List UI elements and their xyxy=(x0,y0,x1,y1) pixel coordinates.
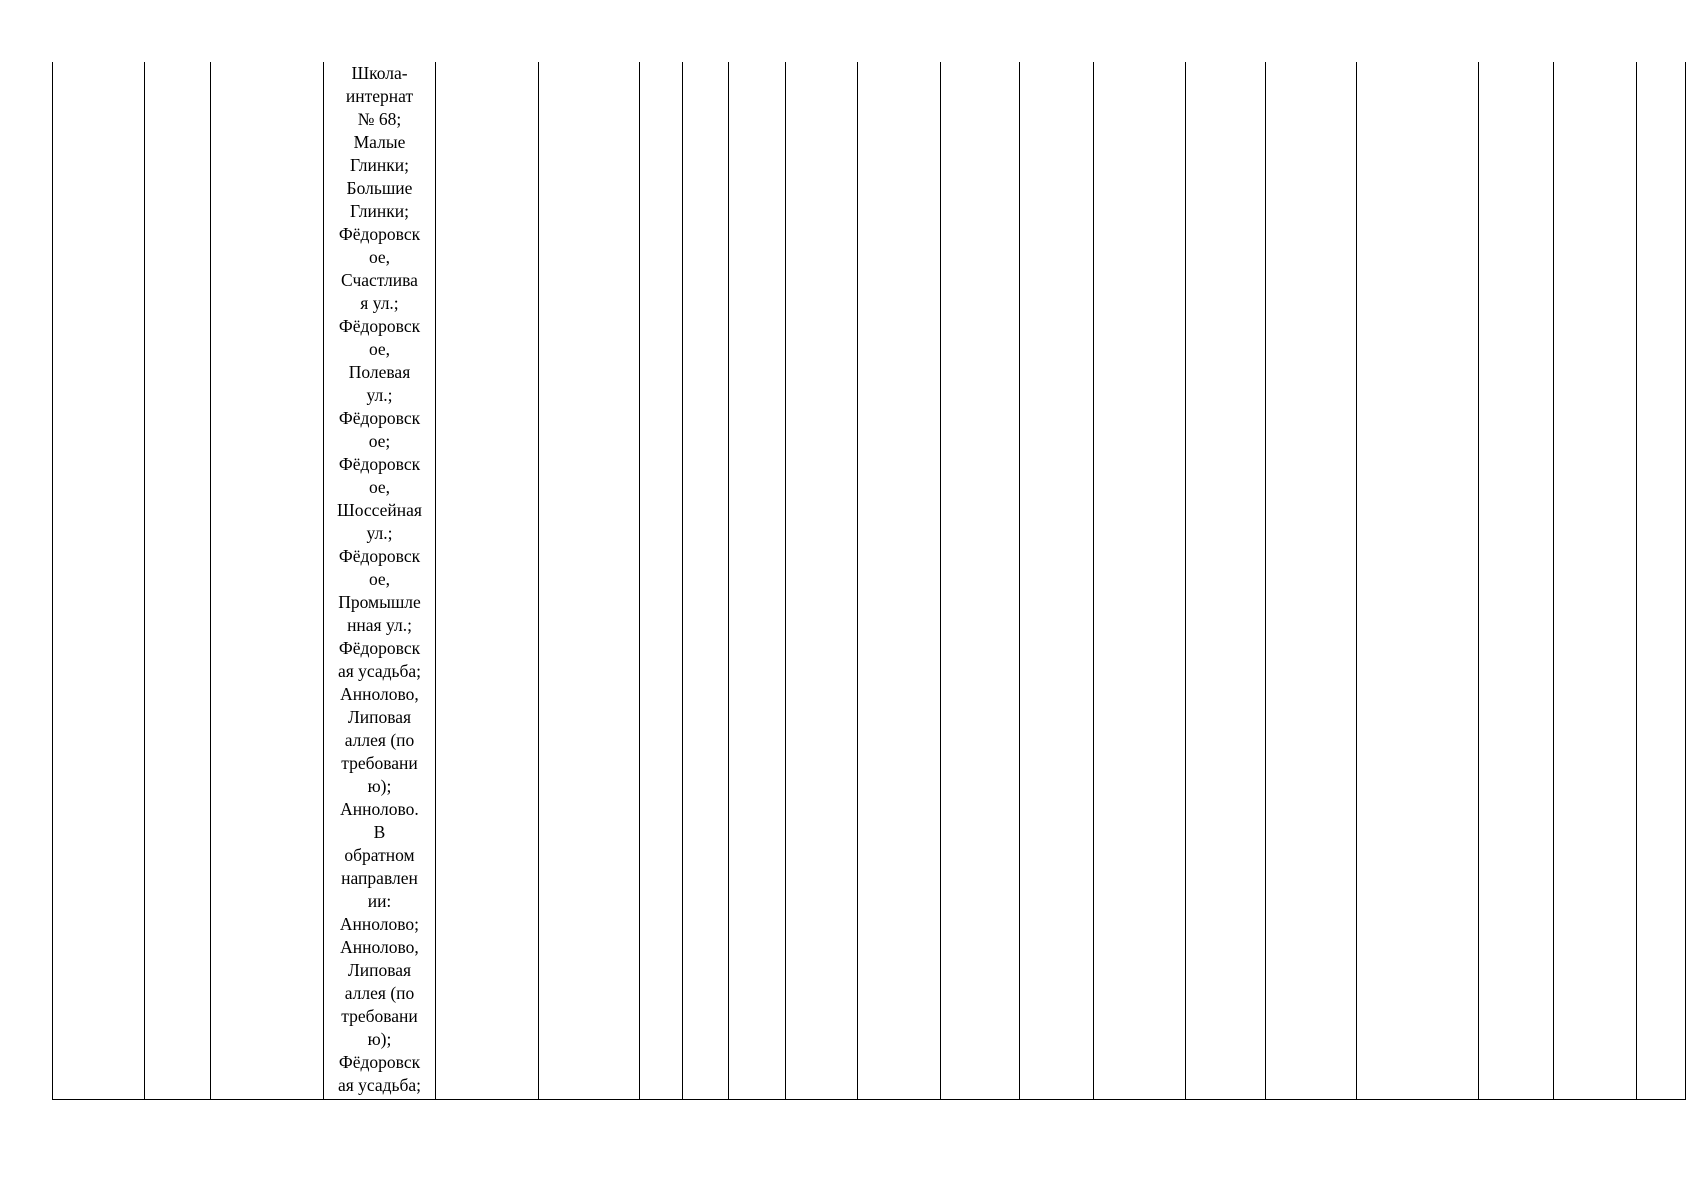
table-cell-1 xyxy=(53,62,145,1100)
stop-line: направлен xyxy=(341,868,418,888)
table-cell-17 xyxy=(1357,62,1479,1100)
stop-line: Счастлива xyxy=(341,270,418,290)
stops-list xyxy=(324,62,435,1097)
table-cell-2 xyxy=(145,62,211,1100)
table-cell-5 xyxy=(436,62,539,1100)
stop-line: аллея (по xyxy=(344,730,415,750)
table-cell-7 xyxy=(640,62,683,1100)
stop-line: Большие xyxy=(346,178,413,198)
table-cell-3 xyxy=(211,62,324,1100)
stop-line: Фёдоровск xyxy=(338,316,421,336)
stop-line: аллея (по xyxy=(344,983,415,1003)
table-cell-12 xyxy=(941,62,1020,1100)
stop-line: Полевая xyxy=(348,362,411,382)
stop-line: ое; xyxy=(368,431,391,451)
stop-line: Липовая xyxy=(347,960,412,980)
table-cell-16 xyxy=(1266,62,1357,1100)
table-cell-15 xyxy=(1186,62,1266,1100)
stop-line: ю); xyxy=(367,776,392,796)
stop-line: Фёдоровск xyxy=(338,1052,421,1072)
table-cell-20 xyxy=(1637,62,1686,1100)
stop-line: Фёдоровск xyxy=(338,224,421,244)
stop-line: Шоссейная xyxy=(337,500,422,520)
stop-line: ул.; xyxy=(366,523,393,543)
table-cell-18 xyxy=(1479,62,1554,1100)
stop-line: ое, xyxy=(368,477,391,497)
stop-line: требовани xyxy=(341,753,418,773)
table-cell-10 xyxy=(786,62,858,1100)
stop-line: интернат xyxy=(345,86,414,106)
stop-line: ое, xyxy=(368,569,391,589)
stop-line: Фёдоровск xyxy=(338,638,421,658)
stop-line: Глинки; xyxy=(350,201,409,221)
stop-line: Малые xyxy=(353,132,406,152)
stop-line: Аннолово. xyxy=(340,799,419,819)
stop-line: я ул.; xyxy=(360,293,399,313)
stop-line: Промышле xyxy=(338,592,421,612)
stop-line: ая усадьба; xyxy=(337,661,422,681)
table-cell-13 xyxy=(1020,62,1094,1100)
stop-line: ул.; xyxy=(366,385,393,405)
stop-line: Глинки; xyxy=(350,155,409,175)
stop-line: Аннолово; xyxy=(339,914,420,934)
route-table xyxy=(52,62,1686,1100)
stop-line: требовани xyxy=(341,1006,418,1026)
table-cell-19 xyxy=(1554,62,1637,1100)
stop-line: Аннолово, xyxy=(340,684,419,704)
stop-line: ая усадьба; xyxy=(337,1075,422,1095)
stop-line: ое, xyxy=(368,247,391,267)
stop-line: Фёдоровск xyxy=(338,408,421,428)
table-cell-9 xyxy=(729,62,786,1100)
stop-line: Аннолово, xyxy=(340,937,419,957)
table-row xyxy=(53,62,1686,1100)
stop-line: обратном xyxy=(344,845,415,865)
table-cell-11 xyxy=(858,62,941,1100)
stop-line: Школа- xyxy=(351,63,408,83)
stops-cell xyxy=(324,62,436,1100)
stop-line: Фёдоровск xyxy=(338,546,421,566)
table-cell-14 xyxy=(1094,62,1186,1100)
stop-line: нная ул.; xyxy=(347,615,412,635)
stop-line: ю); xyxy=(367,1029,392,1049)
stop-line: Липовая xyxy=(347,707,412,727)
stop-line: ии: xyxy=(367,891,392,911)
table-cell-6 xyxy=(539,62,640,1100)
table-cell-8 xyxy=(683,62,729,1100)
stop-line: В xyxy=(373,822,386,842)
stop-line: № 68; xyxy=(357,109,402,129)
stop-line: ое, xyxy=(368,339,391,359)
stop-line: Фёдоровск xyxy=(338,454,421,474)
